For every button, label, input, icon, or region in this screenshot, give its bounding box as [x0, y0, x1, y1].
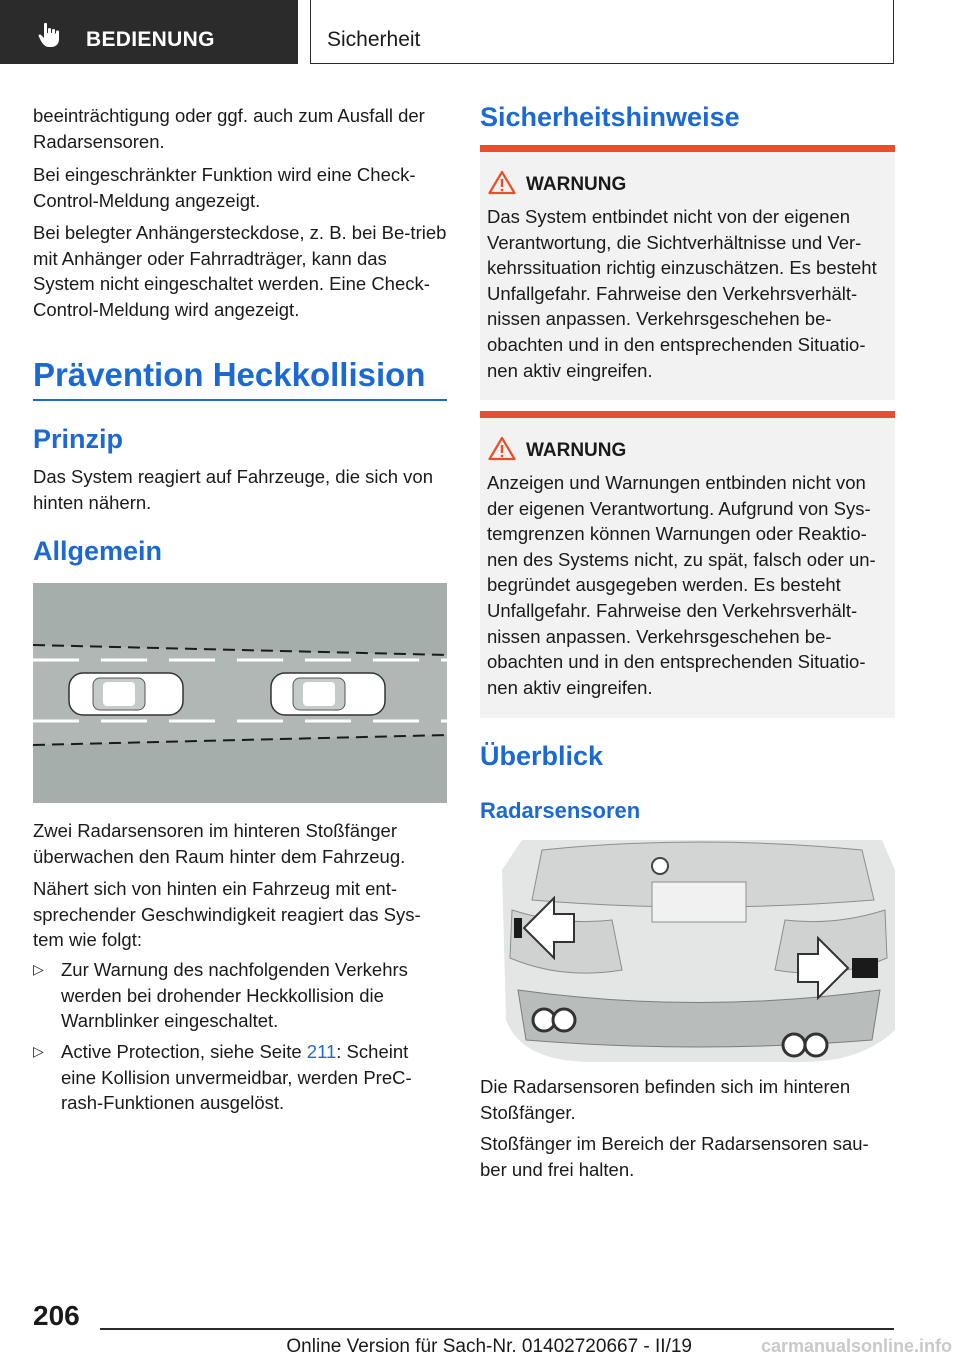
warning-text: Das System entbindet nicht von der eigenen Verantwortung, die Sichtverhältnisse und Ver-kehrssituation richtig einzuschätzen. Es besteht Unfallgefahr. Fahrweise den Verkehrsverhält-nissen anpassen. Verkehrsgeschehen be-obachten und in den entsprechenden Situatio-nen aktiv eingreifen. [487, 206, 877, 381]
list-item-text: Active Protection, siehe Seite 211: Scheint eine Kollision unvermeidbar, werden PreC-rash-Funktionen ausgelöst. [61, 1041, 412, 1113]
section-header [310, 0, 894, 64]
paragraph: beeinträchtigung oder ggf. auch zum Ausfall der Radarsensoren. [33, 105, 425, 152]
footer-rule [100, 1328, 894, 1330]
heading-pravention-heckkollision: Prävention Heckkollision [33, 356, 426, 393]
car-rear [69, 673, 183, 715]
hand-pointer-icon [38, 22, 66, 48]
footer-online-version: Online Version für Sach-Nr. 01402720667 - II/19 [286, 1336, 692, 1357]
chapter-tab[interactable] [0, 0, 298, 64]
warning-triangle-icon [488, 170, 516, 195]
warning-box [480, 411, 895, 718]
heading-prinzip: Prinzip [33, 424, 124, 454]
watermark: carmanualsonline.info [760, 1336, 952, 1356]
warning-box [480, 145, 895, 400]
paragraph: Zwei Radarsensoren im hinteren Stoßfänger überwachen den Raum hinter dem Fahrzeug. [33, 820, 406, 867]
warning-title: WARNUNG [526, 440, 627, 461]
paragraph: Bei eingeschränkter Funktion wird eine Check-Control-Meldung angezeigt. [33, 164, 416, 211]
list-item-text: Zur Warnung des nachfolgenden Verkehrs werden bei drohender Heckkollision die Warnblinker eingeschaltet. [61, 959, 408, 1031]
paragraph: Die Radarsensoren befinden sich im hinteren Stoßfänger. [480, 1076, 851, 1123]
chapter-label: BEDIENUNG [86, 28, 215, 51]
page-number: 206 [33, 1300, 80, 1331]
road-illustration [33, 583, 447, 803]
paragraph: Das System reagiert auf Fahrzeuge, die sich von hinten nähern. [33, 466, 433, 513]
car-rear-illustration [502, 840, 895, 1062]
warning-text: Anzeigen und Warnungen entbinden nicht von der eigenen Verantwortung. Aufgrund von Sys-temgrenzen können Warnungen oder Reaktio-nen des Systems nicht, zu spät, falsch oder un-begründet ausgegeben werden. Es besteht Unfallgefahr. Fahrweise den Verkehrsverhält-nissen anpassen. Verkehrsgeschehen be-obachten und in den entsprechenden Situatio-nen aktiv eingreifen. [487, 472, 876, 698]
triangle-bullet-icon: ▷ [33, 961, 44, 977]
paragraph: Nähert sich von hinten ein Fahrzeug mit ent-sprechender Geschwindigkeit reagiert das Sys-tem wie folgt: [33, 878, 421, 950]
warning-triangle-icon [488, 436, 516, 461]
warning-title: WARNUNG [526, 174, 627, 195]
radar-sensor-right [852, 958, 878, 978]
heading-uberblick: Überblick [480, 741, 604, 771]
radar-sensor-left [514, 918, 522, 938]
paragraph: Bei belegter Anhängersteckdose, z. B. bei Be-trieb mit Anhänger oder Fahrradträger, kann das System nicht eingeschaltet werden. Eine Check-Control-Meldung wird angezeigt. [33, 222, 447, 320]
triangle-bullet-icon: ▷ [33, 1043, 44, 1059]
paragraph: Stoßfänger im Bereich der Radarsensoren sau-ber und frei halten. [480, 1133, 869, 1180]
car-front [271, 673, 385, 715]
heading-rule [33, 399, 447, 401]
section-label: Sicherheit [327, 28, 421, 51]
heading-sicherheitshinweise: Sicherheitshinweise [480, 102, 740, 132]
page-reference-link[interactable]: 211 [306, 1041, 337, 1062]
heading-allgemein: Allgemein [33, 536, 163, 566]
heading-radarsensoren: Radarsensoren [480, 798, 641, 823]
